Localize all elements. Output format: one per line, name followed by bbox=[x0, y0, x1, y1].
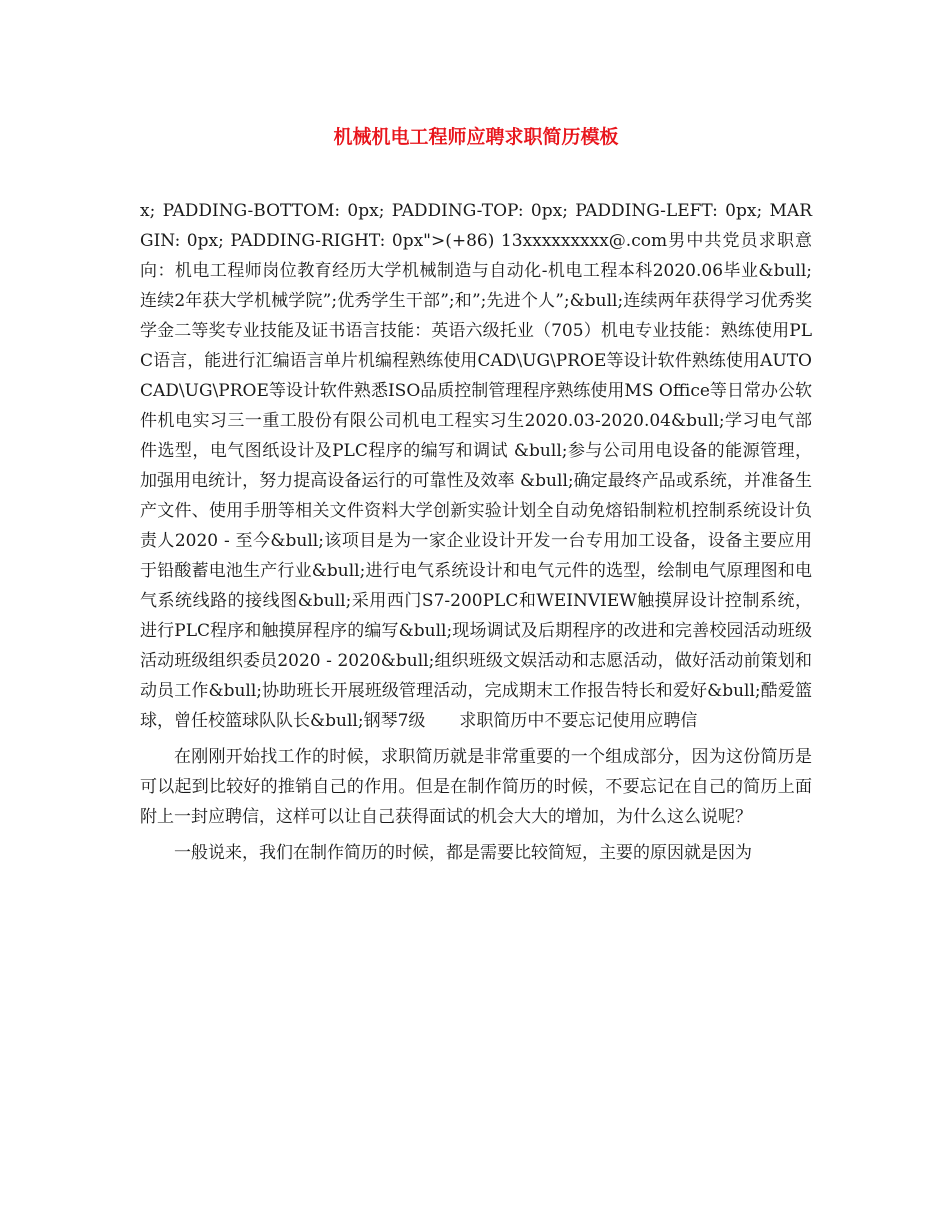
cover-letter-paragraph: 在刚刚开始找工作的时候，求职简历就是非常重要的一个组成部分，因为这份简历是可以起到比较好的推销自己的作用。但是在制作简历的时候，不要忘记在自己的简历上面附上一封应聘信，这样可以让自己获得面试的机会大大的增加，为什么这么说呢？ bbox=[140, 747, 812, 827]
document-title: 机械机电工程师应聘求职简历模板 bbox=[333, 126, 619, 148]
resume-length-paragraph: 一般说来，我们在制作简历的时候，都是需要比较简短，主要的原因就是因为 bbox=[174, 843, 752, 863]
resume-body-paragraph: x; PADDING-BOTTOM: 0px; PADDING-TOP: 0px; PADDING-LEFT: 0px; MARGIN: 0px; PADDING-RIGHT: 0px">(+86) 13xxxxxxxxx@.com男中共党员求职意向：机电工程师岗位教育经历大学机械制造与自动化-机电工程本科2020.06毕业&bull;连续2年获大学机械学院”;优秀学生干部”;和”;先进个人”;&bull;连续两年获得学习优秀奖学金二等奖专业技能及证书语言技能：英语六级托业（705）机电专业技能：熟练使用PLC语言，能进行汇编语言单片机编程熟练使用CAD\UG\PROE等设计软件熟练使用AUTO CAD\UG\PROE等设计软件熟悉ISO品质控制管理程序熟练使用MS Office等日常办公软件机电实习三一重工股份有限公司机电工程实习生2020.03-2020.04&bull;学习电气部件选型，电气图纸设计及PLC程序的编写和调试 &bull;参与公司用电设备的能源管理，加强用电统计，努力提高设备运行的可靠性及效率 &bull;确定最终产品或系统，并准备生产文件、使用手册等相关文件资料大学创新实验计划全自动免熔铅制粒机控制系统设计负责人2020 - 至今&bull;该项目是为一家企业设计开发一台专用加工设备，设备主要应用于铅酸蓄电池生产行业&bull;进行电气系统设计和电气元件的选型，绘制电气原理图和电气系统线路的接线图&bull;采用西门S7-200PLC和WEINVIEW触摸屏设计控制系统，进行PLC程序和触摸屏程序的编写&bull;现场调试及后期程序的改进和完善校园活动班级活动班级组织委员2020 - 2020&bull;组织班级文娱活动和志愿活动，做好活动前策划和动员工作&bull;协助班长开展班级管理活动，完成期末工作报告特长和爱好&bull;酷爱篮球，曾任校篮球队队长&bull;钢琴7级 求职简历中不要忘记使用应聘信 bbox=[140, 201, 812, 731]
document-page bbox=[140, 118, 812, 874]
